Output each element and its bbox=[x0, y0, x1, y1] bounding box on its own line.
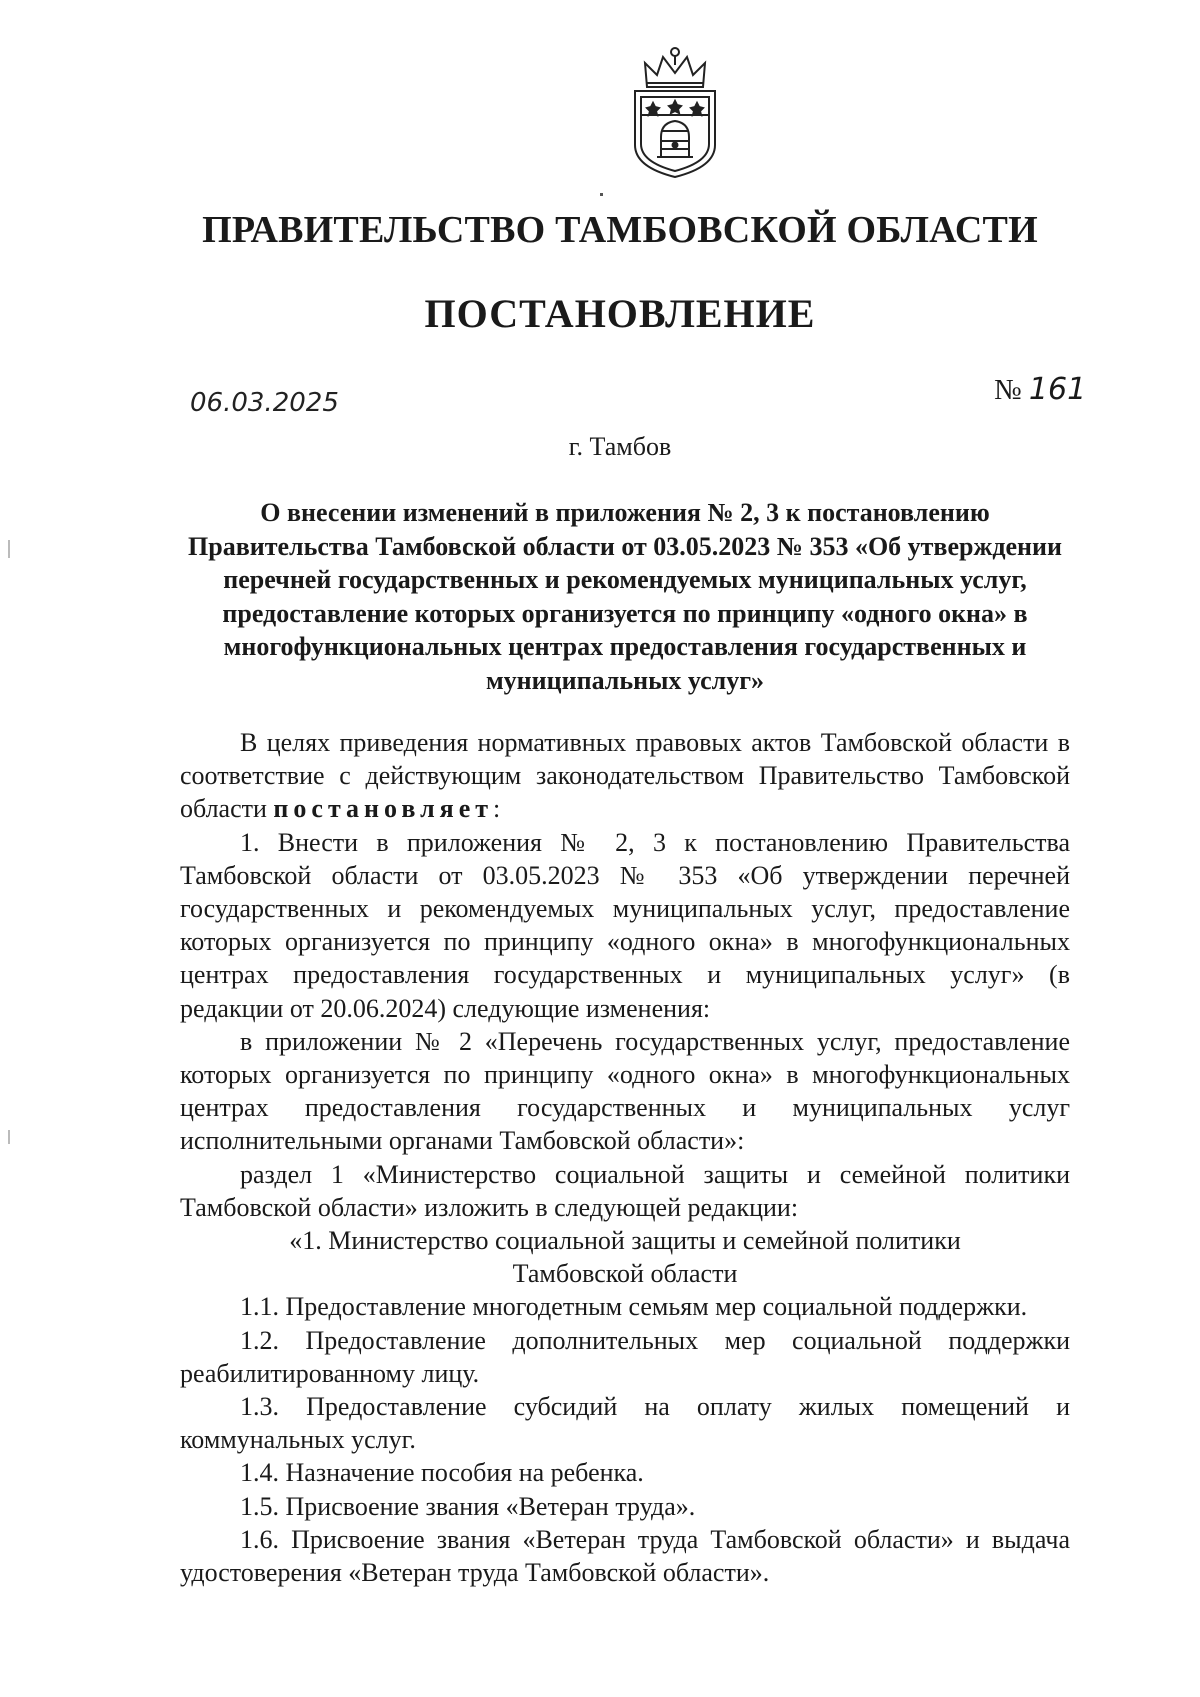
section-heading-line2: Тамбовской области bbox=[512, 1259, 738, 1289]
scan-edge-mark bbox=[600, 193, 603, 196]
document-body bbox=[180, 726, 1070, 1589]
annex-2-paragraph: в приложении № 2 «Перечень государственных услуг, предоставление которых организуется по принципу «одного окна» в многофункциональных центрах предоставления государственных и муниципальных услуг исполнительными органами Тамбовской области»: bbox=[180, 1026, 1070, 1156]
resolves-word: постановляет bbox=[273, 794, 494, 824]
service-item: 1.2. Предоставление дополнительных мер социальной поддержки реабилитированному лицу. bbox=[180, 1325, 1070, 1388]
tambov-coat-of-arms-icon bbox=[625, 45, 725, 180]
section-1-paragraph: раздел 1 «Министерство социальной защиты и семейной политики Тамбовской области» изложить в следующей редакции: bbox=[180, 1159, 1070, 1222]
service-item: 1.5. Присвоение звания «Ветеран труда». bbox=[240, 1491, 696, 1521]
service-item: 1.3. Предоставление субсидий на оплату жилых помещений и коммунальных услуг. bbox=[180, 1392, 1070, 1455]
intro-paragraph bbox=[180, 726, 1070, 826]
government-title: ПРАВИТЕЛЬСТВО ТАМБОВСКОЙ ОБЛАСТИ bbox=[202, 209, 1038, 251]
city: г. Тамбов bbox=[568, 432, 672, 461]
document-subject: О внесении изменений в приложения № 2, 3 к постановлению Правительства Тамбовской области от 03.05.2023 № 353 «Об утверждении перечней государственных и рекомендуемых муниципальных услуг, предоставление которых организуется по принципу «одного окна» в многофункциональных центрах предоставления государственных и муниципальных услуг» bbox=[188, 498, 1062, 695]
section-heading-line1: «1. Министерство социальной защиты и семейной политики bbox=[289, 1226, 961, 1256]
service-item: 1.4. Назначение пособия на ребенка. bbox=[240, 1458, 644, 1488]
scan-edge-mark bbox=[8, 540, 10, 558]
item-1-paragraph: 1. Внести в приложения № 2, 3 к постановлению Правительства Тамбовской области от 03.05.2023 № 353 «Об утверждении перечней государственных и рекомендуемых муниципальных услуг, предоставление которых организуется по принципу «одного окна» в многофункциональных центрах предоставления государственных и муниципальных услуг» (в редакции от 20.06.2024) следующие изменения: bbox=[180, 827, 1070, 1023]
service-item: 1.1. Предоставление многодетным семьям мер социальной поддержки. bbox=[240, 1292, 1028, 1322]
intro-text: В целях приведения нормативных правовых актов Тамбовской области в соответствие с действующим законодательством Правительство Тамбовской области bbox=[180, 728, 1070, 824]
document-date: 06.03.2025 bbox=[190, 388, 339, 418]
resolves-colon: : bbox=[493, 794, 501, 824]
service-item: 1.6. Присвоение звания «Ветеран труда Тамбовской области» и выдача удостоверения «Ветеран труда Тамбовской области». bbox=[180, 1524, 1070, 1588]
number-prefix: № bbox=[994, 374, 1022, 406]
document-type: ПОСТАНОВЛЕНИЕ bbox=[424, 291, 816, 336]
scan-edge-mark bbox=[8, 1130, 10, 1144]
document-number bbox=[994, 372, 1086, 407]
number-value: 161 bbox=[1028, 372, 1087, 407]
